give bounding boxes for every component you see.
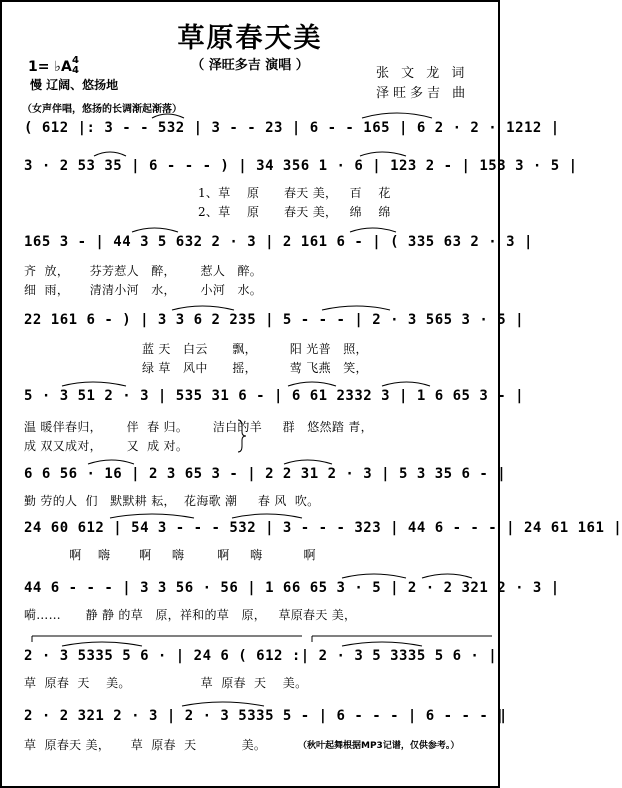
performer-subtitle: （ 泽旺多吉 演唱 ） xyxy=(191,58,309,73)
lyric-line: 嗬…… 静 静 的草 原，祥和的草 原， 草原春天 美， xyxy=(24,608,357,622)
lyricist-credit: 张 文 龙 词 xyxy=(376,66,469,81)
slur-mark xyxy=(382,382,430,386)
composer-credit: 泽旺多吉 曲 xyxy=(376,86,470,101)
slur-mark xyxy=(62,642,142,646)
tempo-marking: 慢 辽阔、悠扬地 xyxy=(30,78,119,92)
lyric-line: 绿 草 风中 摇， 莺 飞燕 笑， xyxy=(142,361,368,375)
brace-mark xyxy=(238,420,246,452)
notation-line: 2 · 2 321 2 · 3 | 2 · 3 5335 5 - | 6 - - - | 6 - - - ‖ xyxy=(24,708,507,724)
notation-line: 3 · 2 53 35 | 6 - - - ) | 34 356 1 · 6 | 123 2 - | 153 3 · 5 | xyxy=(24,158,578,174)
lyric-line: 2、草 原 春天 美， 绵 绵 xyxy=(198,205,391,219)
slur-mark xyxy=(182,702,264,706)
slur-mark xyxy=(360,152,406,156)
slur-mark xyxy=(132,228,178,232)
performance-remark: （女声伴唱，悠扬的长调渐起渐落） xyxy=(22,104,182,115)
lyric-line: 蓝 天 白云 飘， 阳 光普 照， xyxy=(142,342,368,356)
lyric-line: 温 暖伴春归， 伴 春 归。 洁白的羊 群 悠然踏 青， xyxy=(24,420,373,434)
notation-line: 44 6 - - - | 3 3 56 · 56 | 1 66 65 3 · 5 | 2 · 2 321 2 · 3 | xyxy=(24,580,560,596)
lyric-line: 草 原春天 美， 草 原春 天 美。 xyxy=(24,738,267,752)
lyric-line: 齐 放， 芬芳惹人 醉， 惹人 醉。 xyxy=(24,264,263,278)
slur-mark xyxy=(342,642,422,646)
slur-mark xyxy=(88,460,134,464)
notation-line: 165 3 - | 44 3 5 632 2 · 3 | 2 161 6 - | ( 335 63 2 · 3 | xyxy=(24,234,533,250)
time-signature-top: 4 xyxy=(72,55,79,66)
notation-line: 6 6 56 · 16 | 2 3 65 3 - | 2 2 31 2 · 3 | 5 3 35 6 - | xyxy=(24,466,507,482)
notation-decorations xyxy=(2,2,498,786)
lyric-line: 草 原春 天 美。 草 原春 天 美。 xyxy=(24,676,308,690)
volta-first-ending xyxy=(32,636,302,642)
key-signature: 1= ♭A xyxy=(28,59,72,75)
notation-line: 2 · 3 5335 5 6 · | 24 6 ( 612 :| 2 · 3 5 3335 5 6 · | xyxy=(24,648,498,664)
slur-mark xyxy=(284,460,332,464)
lyric-line: 成 双又成对， 又 成 对。 xyxy=(24,439,189,453)
slur-mark xyxy=(110,514,194,518)
time-signature-bottom: 4 xyxy=(72,65,79,76)
notation-line: ( 612 |: 3 - - 532 | 3 - - 23 | 6 - - 165 | 6 2 · 2 · 1212 | xyxy=(24,120,560,136)
slur-mark xyxy=(362,113,432,118)
slur-mark xyxy=(152,114,184,118)
lyric-line: 勤 劳的人 们 默默耕 耘， 花海歌 潮 春 风 吹。 xyxy=(24,494,320,508)
slur-mark xyxy=(94,152,126,156)
slur-mark xyxy=(62,382,126,386)
song-title: 草原春天美 xyxy=(177,23,323,54)
volta-second-ending xyxy=(312,636,492,642)
slur-mark xyxy=(422,574,472,578)
lyric-line: 细 雨， 清清小河 水， 小河 水。 xyxy=(24,283,263,297)
slur-mark xyxy=(322,306,390,310)
slur-mark xyxy=(342,574,406,578)
lyric-line: 1、草 原 春天 美， 百 花 xyxy=(198,186,391,200)
slur-mark xyxy=(232,514,302,518)
notation-line: 5 · 3 51 2 · 3 | 535 31 6 - | 6 61 2332 3 | 1 6 65 3 - | xyxy=(24,388,525,404)
notation-line: 24 60 612 | 54 3 - - - 532 | 3 - - - 323 | 44 6 - - - | 24 61 161 | xyxy=(24,520,622,536)
slur-mark xyxy=(172,306,234,310)
transcription-footnote: （秋叶起舞根据MP3记谱，仅供参考。） xyxy=(298,741,460,751)
lyric-line: 啊 嗨 啊 嗨 啊 嗨 啊 xyxy=(24,548,316,562)
slur-mark xyxy=(350,228,396,232)
slur-mark xyxy=(288,382,336,386)
notation-line: 22 161 6 - ) | 3 3 6 2 235 | 5 - - - | 2 · 3 565 3 · 5 | xyxy=(24,312,525,328)
